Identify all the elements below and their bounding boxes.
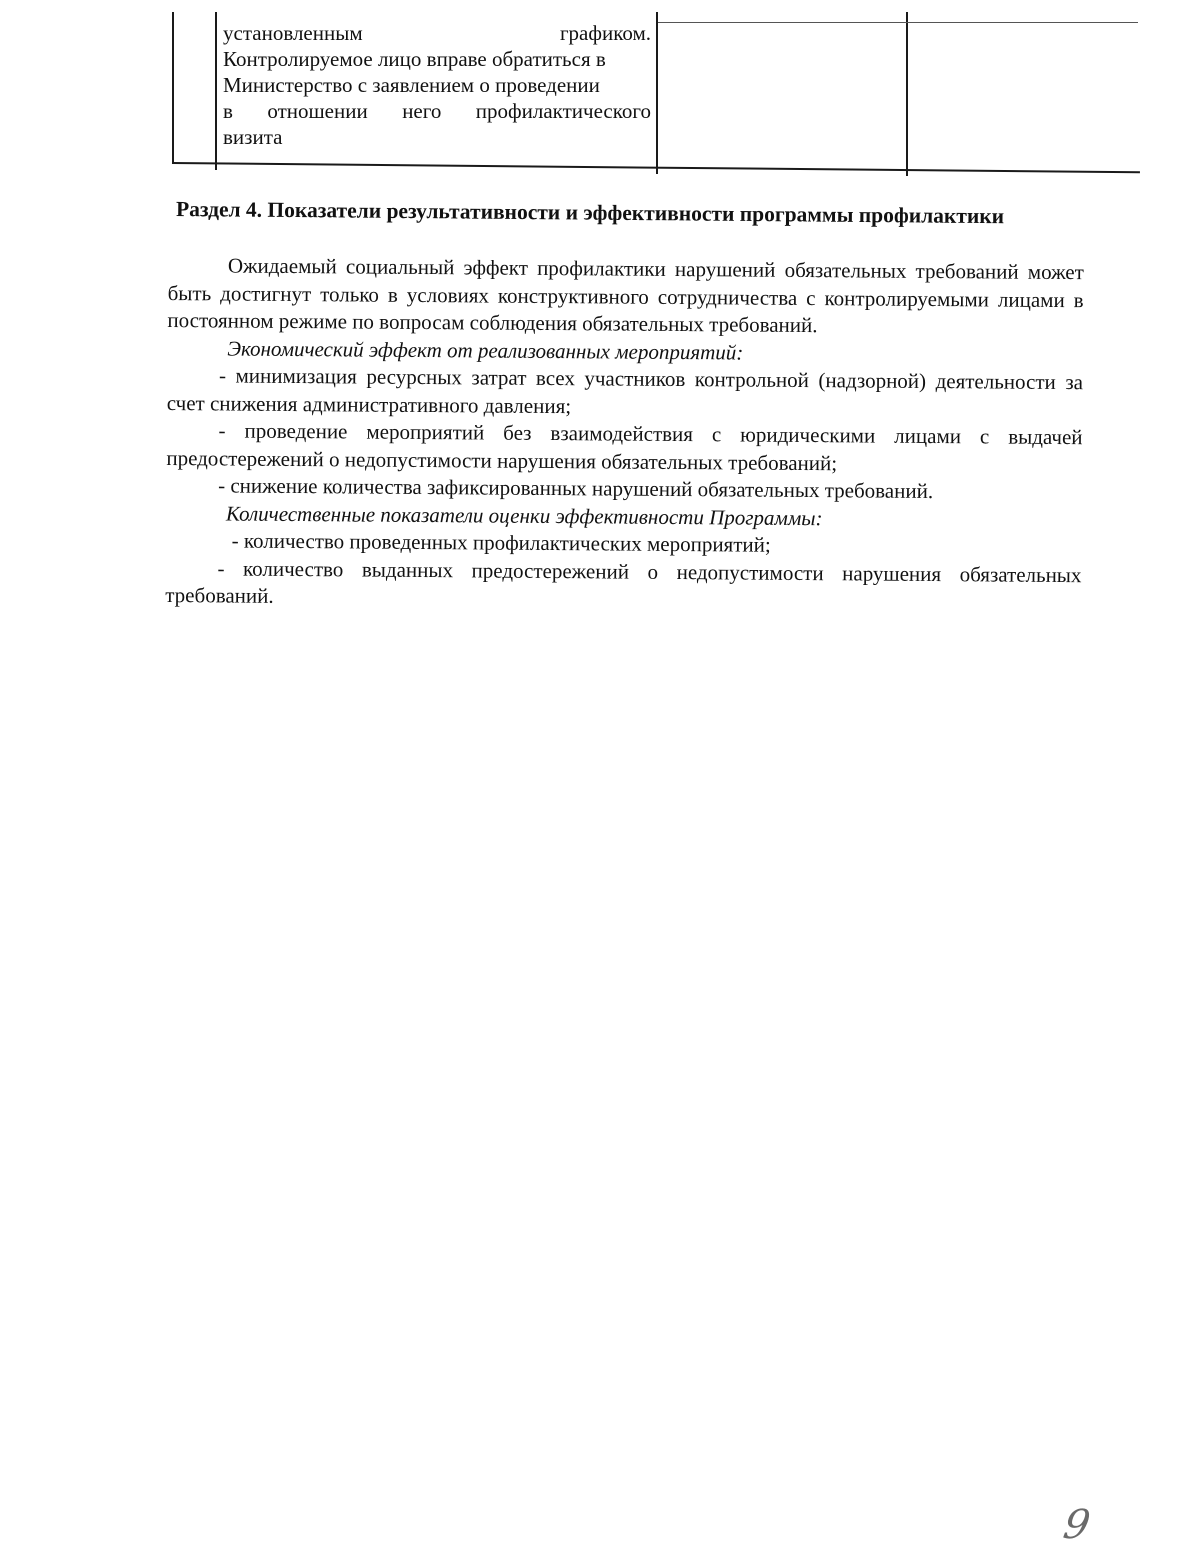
table-cell-line (223, 98, 651, 124)
list-item: - проведение мероприятий без взаимодействия с юридическими лицами с выдачей предостережений о недопустимости нарушения обязательных требований; (166, 418, 1083, 475)
table-cell-word: в (223, 99, 233, 123)
table-column-divider (906, 12, 908, 176)
table-cell-text (223, 20, 651, 150)
table-row-border (658, 22, 1138, 23)
table-fragment (172, 12, 1140, 178)
list-item: - минимизация ресурсных затрат всех участников контрольной (надзорной) деятельности за счет снижения административного давления; (166, 363, 1084, 418)
table-cell-word: установленным (223, 21, 363, 45)
paragraph-italic-heading: Количественные показатели оценки эффективности Программы: (225, 500, 823, 530)
section-body (165, 252, 1084, 617)
section-title: Раздел 4. Показатели результативности и эффективности программы профилактики (175, 197, 1005, 229)
table-cell-word: отношении (267, 99, 368, 123)
paragraph-italic-heading: Экономический эффект от реализованных мероприятий: (227, 335, 744, 365)
table-cell-word: профилактического (475, 99, 651, 123)
list-item: - количество выданных предостережений о недопустимости нарушения обязательных требований. (165, 555, 1082, 608)
table-cell-line (223, 20, 651, 46)
table-column-divider (215, 12, 217, 170)
table-border-left (172, 12, 174, 164)
table-cell-word: графиком. (559, 21, 651, 45)
page-number: 9 (1059, 1502, 1094, 1548)
table-cell-line: Министерство с заявлением о проведении (223, 73, 600, 97)
paragraph: Ожидаемый социальный эффект профилактики нарушений обязательных требований может быть достигнут только в условиях конструктивного сотрудничества с контролируемыми лицами в постоянном режиме по вопросам соблюдения обязательных требований. (167, 253, 1084, 338)
table-cell-line: Контролируемое лицо вправе обратиться в (223, 47, 606, 71)
list-item: - количество проведенных профилактических мероприятий; (231, 528, 771, 557)
table-cell-word: него (402, 99, 442, 123)
table-cell-line: визита (223, 125, 283, 149)
list-item: - снижение количества зафиксированных нарушений обязательных требований. (218, 473, 934, 504)
table-column-divider (656, 12, 658, 174)
